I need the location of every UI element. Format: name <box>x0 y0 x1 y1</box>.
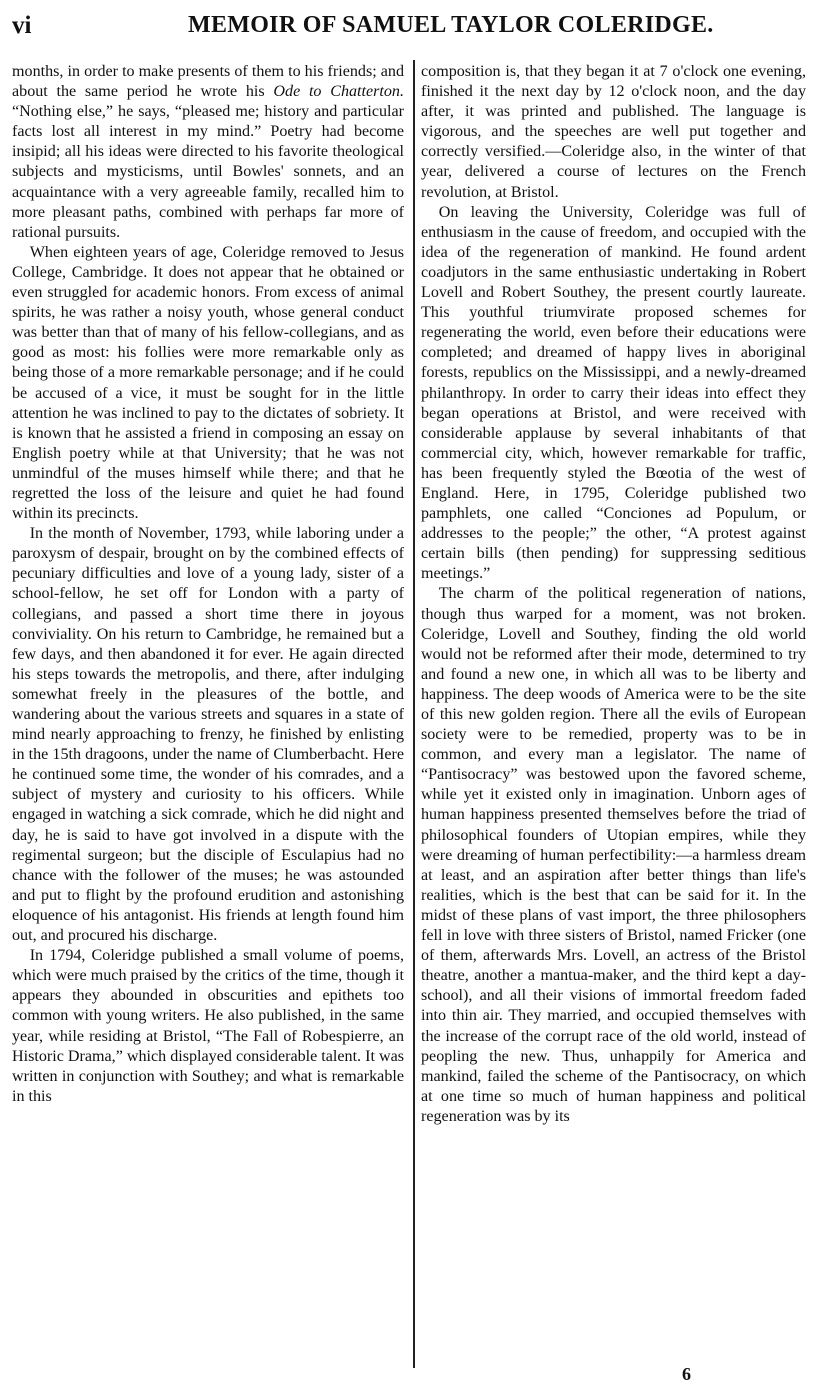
signature-mark: 6 <box>682 1364 691 1384</box>
italic-title: Ode to Chatterton. <box>273 83 404 101</box>
left-column <box>12 62 404 1107</box>
paragraph-text: “Nothing else,” he says, “pleased me; history and particular facts lost all interest in my mind.” Poetry had become insipid; all his ideas were directed to his favorite theological subjects and mysticisms, until Bowles' sonnets, and an acquaintance with a very agreeable family, recalled him to more pleasant paths, combined with perhaps far more of rational pursuits. <box>12 103 404 241</box>
running-title: MEMOIR OF SAMUEL TAYLOR COLERIDGE. <box>188 12 714 38</box>
paragraph-poems-1794: In 1794, Coleridge published a small volume of poems, which were much praised by the critics of the time, though it appears they abounded in obscurities and epithets too common with young writers. He also published, in the same year, while residing at Bristol, “The Fall of Robespierre, an Historic Drama,” which displayed considerable talent. It was written in conjunction with Southey; and what is remarkable in this <box>12 947 404 1105</box>
paragraph-jesus-college: When eighteen years of age, Coleridge removed to Jesus College, Cambridge. It does not appear that he obtained or even struggled for academic honors. From excess of animal spirits, he was rather a noisy youth, whose general conduct was better than that of many of his fellow-collegians, and as good as most: his follies were more remarkable only as being those of a more remarkable personage; and if he could be accused of a vice, it must be sought for in the little attention he was inclined to pay to the dictates of sobriety. It is known that he assisted a friend in composing an essay on English poetry while at that University; that he was not unmindful of the muses himself while there; and that he regretted the loss of the leisure and quiet he had found within its precincts. <box>12 243 404 523</box>
paragraph-university: On leaving the University, Coleridge was full of enthusiasm in the cause of freedom, and occupied with the idea of the regeneration of mankind. He found ardent coadjutors in the same enthusiastic undertaking in Robert Lovell and Robert Southey, the present courtly laureate. This youthful triumvirate proposed schemes for regenerating the world, even before their educations were completed; and dreamed of happy lives in aboriginal forests, republics on the Mississippi, and a newly-dreamed philanthropy. In order to carry their ideas into effect they began operations at Bristol, and were received with considerable applause by several inhabitants of that commercial city, which, however remarkable for traffic, has been frequently styled the Bœotia of the west of England. Here, in 1795, Coleridge published two pamphlets, one called “Conciones ad Populum, or addresses to the people;” the other, “A protest against certain bills (then pending) for suppressing seditious meetings.” <box>421 203 806 583</box>
paragraph-pantisocracy: The charm of the political regeneration of nations, though thus warped for a moment, was not broken. Coleridge, Lovell and Southey, finding the old world would not be reformed after their mode, determined to try and found a new one, in which all was to be liberty and happiness. The deep woods of America were to be the site of this new golden region. There all the evils of European society were to be remedied, property was to be in common, and every man a legislator. The name of “Pantisocracy” was bestowed upon the favored scheme, while yet it existed only in imagination. Unborn ages of human happiness presented themselves before the triad of philosophical founders of Utopian empires, while they were dreaming of human perfectibility:—a harmless dream at least, and an aspiration after better things than life's realities, which is the best that can be said for it. In the midst of these plans of vast import, the three philosophers fell in love with three sisters of Bristol, named Fricker (one of them, afterwards Mrs. Lovell, an actress of the Bristol theatre, another a mantua-maker, and the third kept a day-school), and all their visions of immortal freedom faded into thin air. They married, and occupied themselves with the increase of the corrupt race of the old world, instead of peopling the new. Thus, unhappily for America and mankind, failed the scheme of the Pantisocracy, on which at one time so much of human happiness and political regeneration was by its <box>421 585 806 1125</box>
column-divider <box>413 60 415 1368</box>
page-numeral: vi <box>12 12 32 39</box>
paragraph-continued: composition is, that they began it at 7 o'clock one evening, finished it the next day by 12 o'clock noon, and the day after, it was printed and published. The language is vigorous, and the speeches are well put together and correctly versified.—Coleridge also, in the winter of that year, delivered a course of lectures on the French revolution, at Bristol. <box>421 63 806 201</box>
paragraph-enlistment: In the month of November, 1793, while laboring under a paroxysm of despair, brought on by the combined effects of pecuniary difficulties and love of a young lady, sister of a school-fellow, he set off for London with a party of collegians, and passed a short time there in joyous conviviality. On his return to Cambridge, he remained but a few days, and then abandoned it for ever. He again directed his steps towards the metropolis, and there, after indulging somewhat freely in the pleasures of the bottle, and wandering about the various streets and squares in a state of mind nearly approaching to frenzy, he finished by enlisting in the 15th dragoons, under the name of Clumberbacht. Here he continued some time, the wonder of his comrades, and a subject of mystery and curiosity to his officers. While engaged in watching a sick comrade, which he did night and day, he is said to have got involved in a dispute with the regimental surgeon; but the disciple of Esculapius had no chance with the follower of the muses; he was astounded and put to flight by the profound erudition and astonishing eloquence of his antagonist. His friends at length found him out, and procured his discharge. <box>12 525 404 945</box>
running-header <box>10 12 814 46</box>
paragraph-text: months, in order to make presents of them to his friends; and about the same period he wrote his <box>12 63 404 101</box>
right-column <box>421 62 806 1127</box>
paragraph-continued <box>12 62 404 243</box>
